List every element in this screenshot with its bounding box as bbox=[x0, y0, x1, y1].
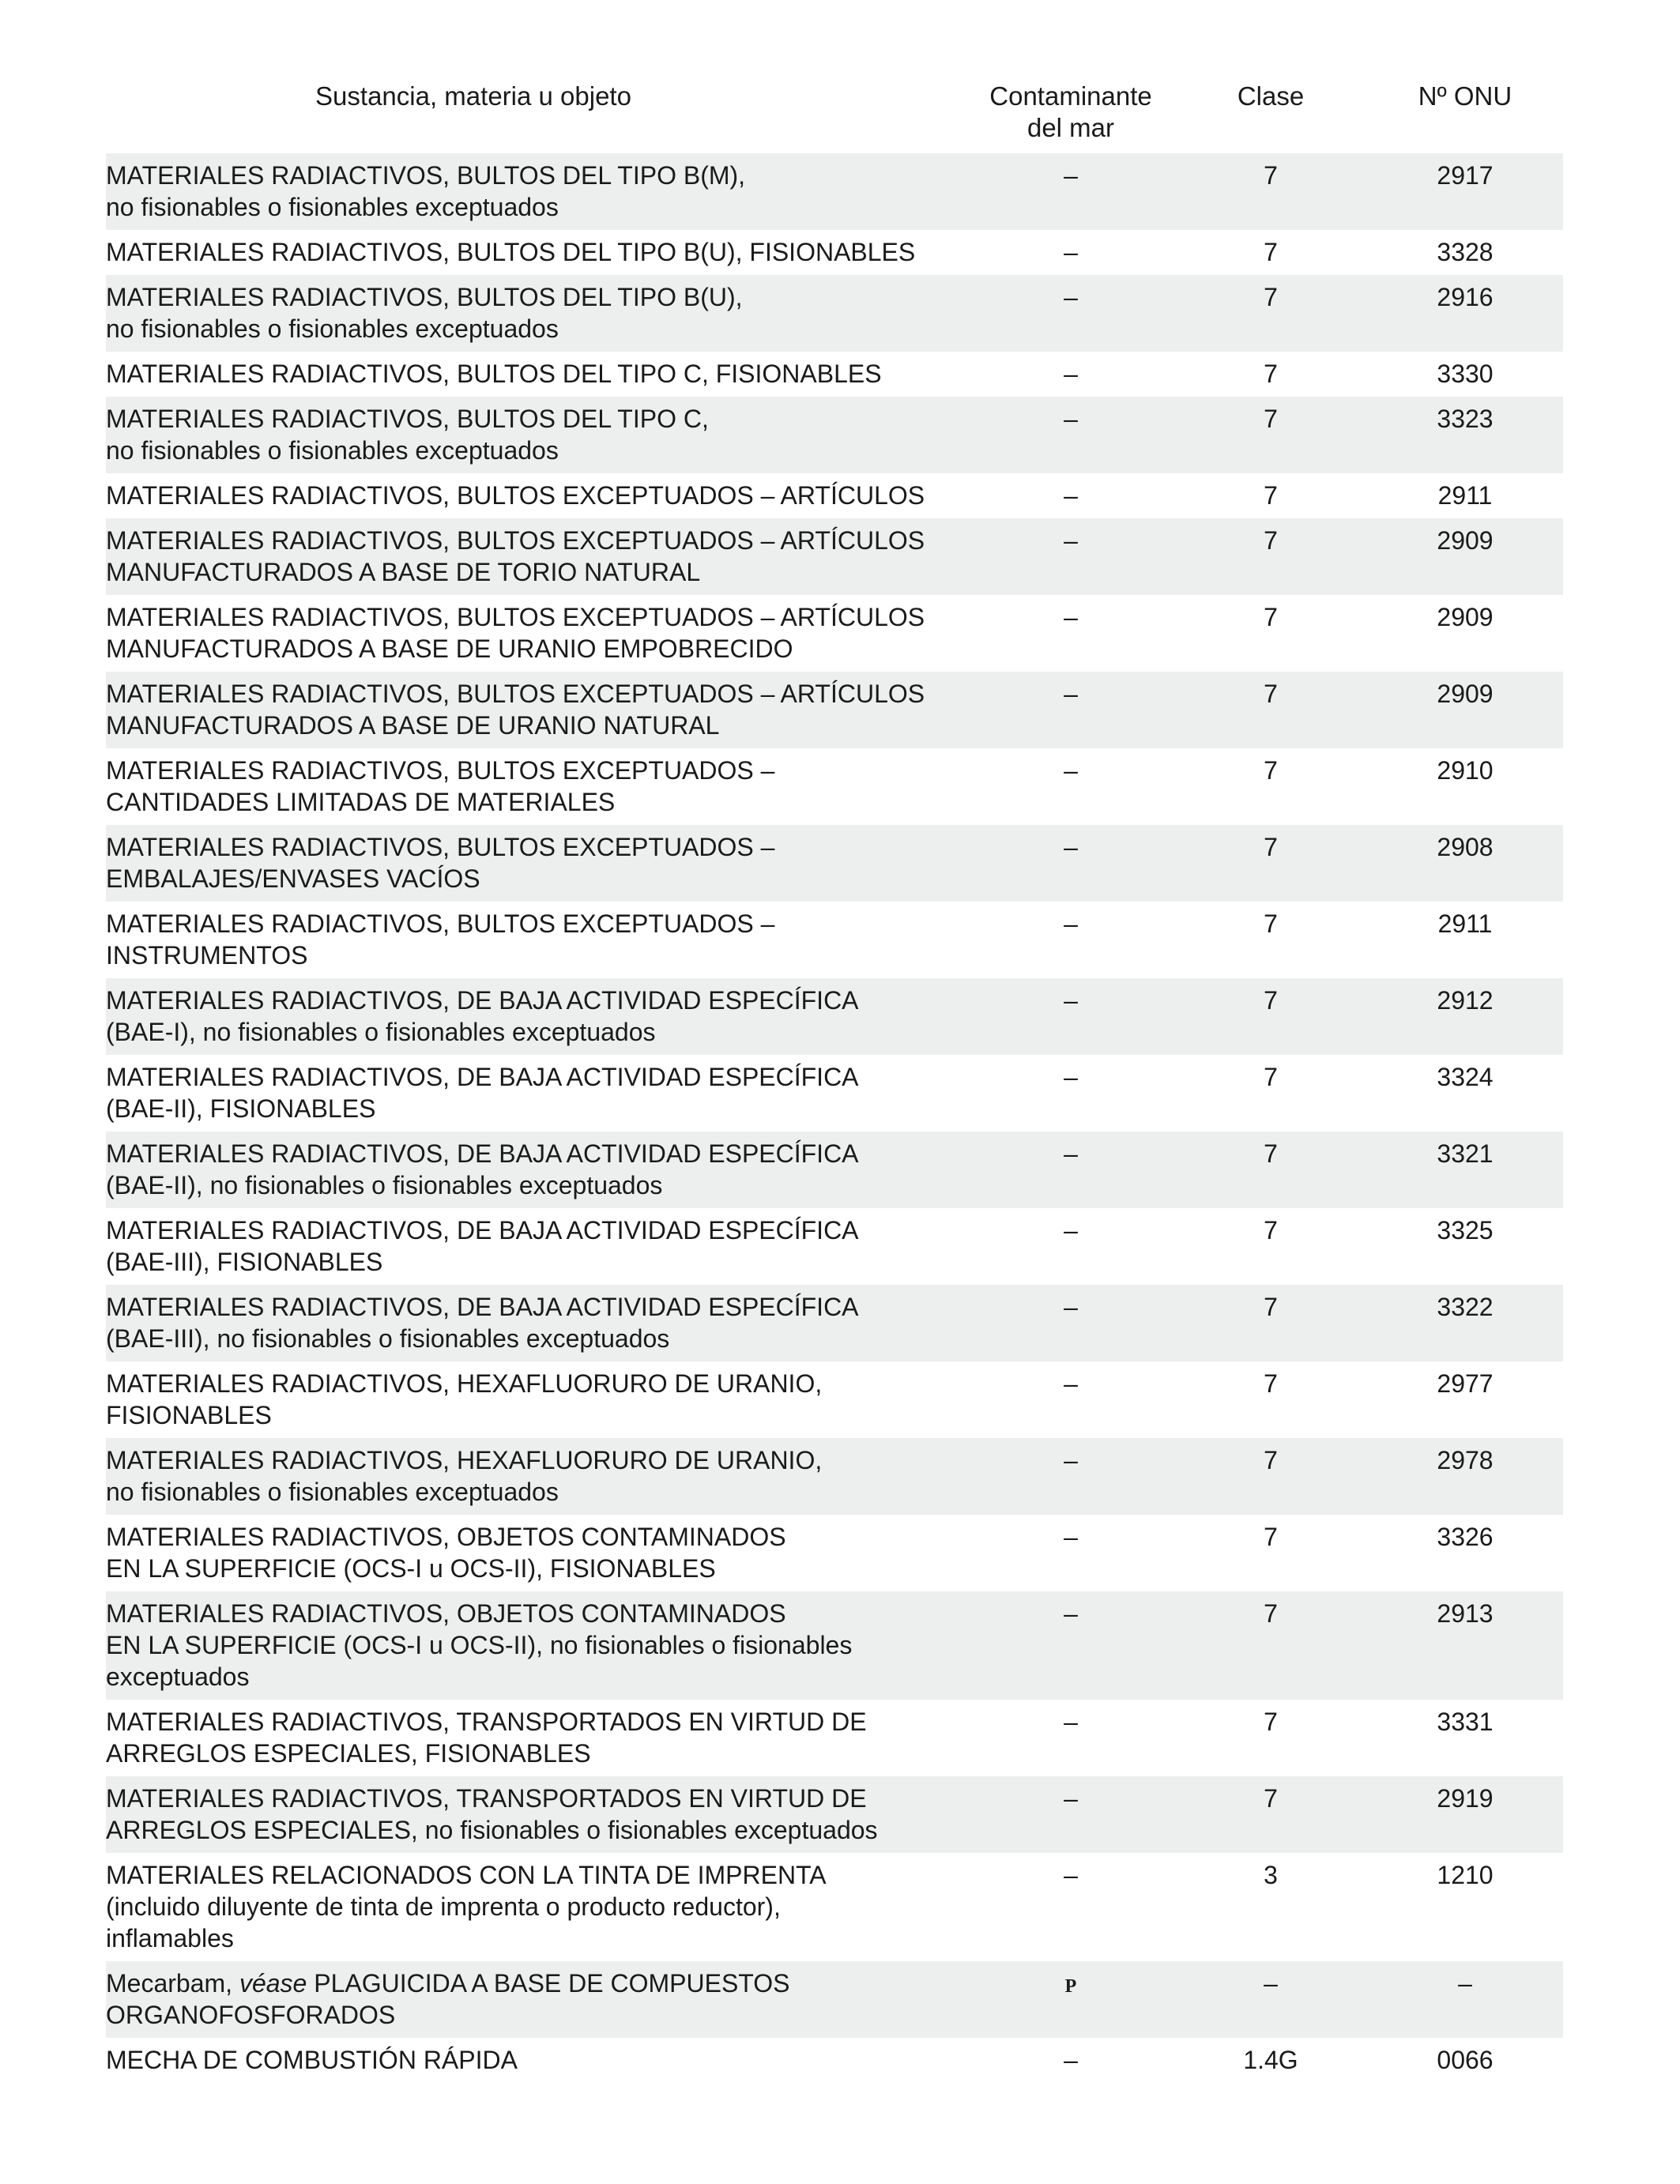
marine-pollutant-cell bbox=[967, 1055, 1174, 1132]
class-cell: 7 bbox=[1174, 825, 1367, 902]
marine-pollutant-value: – bbox=[1064, 405, 1078, 433]
un-number-cell: 2913 bbox=[1367, 1591, 1563, 1700]
un-number-cell: 2911 bbox=[1437, 909, 1493, 938]
marine-pollutant-value: – bbox=[1064, 161, 1078, 190]
substance-name: MATERIALES RADIACTIVOS, BULTOS EXCEPTUADOS – ARTÍCULOS MANUFACTURADOS A BASE DE URANIO NATURAL bbox=[106, 672, 967, 748]
marine-pollutant-value: – bbox=[1064, 1708, 1078, 1736]
substance-name: MATERIALES RADIACTIVOS, BULTOS DEL TIPO B(M), no fisionables o fisionables exceptuados bbox=[106, 153, 967, 230]
un-number-cell: – bbox=[1367, 1961, 1563, 2038]
table-row bbox=[106, 1208, 1563, 1285]
marine-pollutant-value: – bbox=[1064, 1446, 1078, 1474]
class-cell: 7 bbox=[1174, 672, 1367, 748]
class-cell: 7 bbox=[1174, 275, 1367, 352]
un-number-cell: 1210 bbox=[1437, 1861, 1494, 1889]
marine-pollutant-cell bbox=[967, 1132, 1174, 1208]
header-marine-pollutant: Contaminante del mar bbox=[989, 81, 1152, 142]
class-cell: 7 bbox=[1264, 1369, 1278, 1398]
table-row bbox=[106, 153, 1563, 230]
class-cell: 7 bbox=[1264, 756, 1278, 785]
un-number-cell: 3321 bbox=[1367, 1132, 1563, 1208]
un-number-cell: 3330 bbox=[1437, 360, 1494, 388]
substance-name: MATERIALES RADIACTIVOS, BULTOS EXCEPTUADOS – EMBALAJES/ENVASES VACÍOS bbox=[106, 825, 967, 902]
marine-pollutant-value: – bbox=[1064, 1216, 1078, 1245]
marine-pollutant-cell bbox=[967, 1515, 1174, 1591]
substance-name: MATERIALES RADIACTIVOS, DE BAJA ACTIVIDAD ESPECÍFICA (BAE-III), no fisionables o fisionables exceptuados bbox=[106, 1285, 967, 1361]
marine-pollutant-value: – bbox=[1064, 1861, 1078, 1889]
class-cell: 7 bbox=[1264, 481, 1278, 510]
class-cell: 7 bbox=[1174, 1285, 1367, 1361]
un-number-cell: 2912 bbox=[1367, 978, 1563, 1055]
class-cell: 7 bbox=[1264, 360, 1278, 388]
substance-name: MATERIALES RADIACTIVOS, DE BAJA ACTIVIDAD ESPECÍFICA (BAE-III), FISIONABLES bbox=[106, 1216, 859, 1276]
table-row bbox=[106, 1515, 1563, 1591]
class-cell: 7 bbox=[1174, 1776, 1367, 1853]
marine-pollutant-cell bbox=[967, 1361, 1174, 1438]
class-cell: 7 bbox=[1174, 1438, 1367, 1515]
substance-name: MATERIALES RADIACTIVOS, BULTOS EXCEPTUADOS – ARTÍCULOS bbox=[106, 481, 925, 510]
marine-pollutant-cell bbox=[967, 1208, 1174, 1285]
substance-name: MATERIALES RADIACTIVOS, BULTOS EXCEPTUADOS – ARTÍCULOS MANUFACTURADOS A BASE DE URANIO EMPOBRECIDO bbox=[106, 603, 925, 663]
table-row bbox=[106, 473, 1563, 518]
marine-pollutant-cell bbox=[967, 672, 1174, 748]
table-row bbox=[106, 1776, 1563, 1853]
marine-pollutant-cell bbox=[967, 1285, 1174, 1361]
table-row bbox=[106, 1055, 1563, 1132]
header-substance: Sustancia, materia u objeto bbox=[315, 81, 631, 111]
marine-pollutant-value: – bbox=[1064, 1063, 1078, 1091]
marine-pollutant-value: – bbox=[1064, 526, 1078, 555]
class-cell: 7 bbox=[1174, 1591, 1367, 1700]
marine-pollutant-cell bbox=[967, 153, 1174, 230]
marine-pollutant-cell bbox=[967, 595, 1174, 672]
marine-pollutant-cell bbox=[967, 1961, 1174, 2038]
class-cell: 7 bbox=[1264, 603, 1278, 631]
substance-name: MATERIALES RADIACTIVOS, DE BAJA ACTIVIDAD ESPECÍFICA (BAE-II), no fisionables o fisionables exceptuados bbox=[106, 1132, 967, 1208]
class-cell: 1.4G bbox=[1243, 2046, 1298, 2074]
substance-name: MATERIALES RADIACTIVOS, HEXAFLUORURO DE URANIO, no fisionables o fisionables exceptuados bbox=[106, 1438, 967, 1515]
class-cell: 7 bbox=[1264, 1216, 1278, 1245]
substance-name: MATERIALES RADIACTIVOS, OBJETOS CONTAMINADOS EN LA SUPERFICIE (OCS-I u OCS-II), FISIONABLES bbox=[106, 1523, 786, 1583]
marine-pollutant-cell bbox=[967, 1853, 1174, 1961]
marine-pollutant-cell bbox=[967, 473, 1174, 518]
marine-pollutant-value: – bbox=[1064, 1523, 1078, 1551]
marine-pollutant-value: – bbox=[1064, 1369, 1078, 1398]
un-number-cell: 2909 bbox=[1367, 672, 1563, 748]
class-cell: 7 bbox=[1264, 909, 1278, 938]
un-number-cell: 3326 bbox=[1437, 1523, 1494, 1551]
marine-pollutant-value: – bbox=[1064, 1293, 1078, 1321]
un-number-cell: 2909 bbox=[1437, 603, 1494, 631]
marine-pollutant-value: – bbox=[1064, 238, 1078, 266]
class-cell: 7 bbox=[1174, 397, 1367, 473]
un-number-cell: 2910 bbox=[1437, 756, 1494, 785]
marine-pollutant-cell bbox=[967, 1438, 1174, 1515]
table-row bbox=[106, 1132, 1563, 1208]
table-row bbox=[106, 275, 1563, 352]
substance-name: MATERIALES RADIACTIVOS, BULTOS EXCEPTUADOS – CANTIDADES LIMITADAS DE MATERIALES bbox=[106, 756, 775, 816]
table-row bbox=[106, 397, 1563, 473]
substance-name: MATERIALES RADIACTIVOS, DE BAJA ACTIVIDAD ESPECÍFICA (BAE-I), no fisionables o fisionables exceptuados bbox=[106, 978, 967, 1055]
substance-name: MATERIALES RADIACTIVOS, BULTOS EXCEPTUADOS – ARTÍCULOS MANUFACTURADOS A BASE DE TORIO NATURAL bbox=[106, 518, 967, 595]
un-number-cell: 3322 bbox=[1367, 1285, 1563, 1361]
un-number-cell: 2977 bbox=[1437, 1369, 1494, 1398]
table-row bbox=[106, 748, 1563, 825]
substance-name: MATERIALES RELACIONADOS CON LA TINTA DE IMPRENTA (incluido diluyente de tinta de imprenta o producto reductor), inflamables bbox=[106, 1861, 827, 1952]
class-cell: 7 bbox=[1264, 238, 1278, 266]
marine-pollutant-value: – bbox=[1064, 1139, 1078, 1168]
substance-name: MATERIALES RADIACTIVOS, BULTOS DEL TIPO B(U), no fisionables o fisionables exceptuados bbox=[106, 275, 967, 352]
un-number-cell: 3324 bbox=[1437, 1063, 1494, 1091]
marine-pollutant-cell bbox=[967, 1700, 1174, 1776]
table-row bbox=[106, 1700, 1563, 1776]
un-number-cell: 0066 bbox=[1437, 2046, 1494, 2074]
marine-pollutant-cell bbox=[967, 397, 1174, 473]
marine-pollutant-value: – bbox=[1064, 833, 1078, 861]
class-cell: 7 bbox=[1264, 1063, 1278, 1091]
table-row bbox=[106, 230, 1563, 275]
marine-pollutant-value: – bbox=[1064, 1784, 1078, 1813]
marine-pollutant-cell bbox=[967, 825, 1174, 902]
table-row bbox=[106, 978, 1563, 1055]
class-cell: 7 bbox=[1174, 1132, 1367, 1208]
substance-name: MATERIALES RADIACTIVOS, BULTOS DEL TIPO C, no fisionables o fisionables exceptuados bbox=[106, 397, 967, 473]
header-class: Clase bbox=[1237, 81, 1305, 111]
marine-pollutant-value: – bbox=[1064, 1599, 1078, 1628]
un-number-cell: 3325 bbox=[1437, 1216, 1494, 1245]
table-row bbox=[106, 595, 1563, 672]
un-number-cell: 2911 bbox=[1437, 481, 1493, 510]
marine-pollutant-cell bbox=[967, 1776, 1174, 1853]
table-body bbox=[106, 153, 1563, 2083]
marine-pollutant-cell bbox=[967, 352, 1174, 397]
marine-pollutant-value: – bbox=[1064, 756, 1078, 785]
marine-pollutant-value: – bbox=[1064, 603, 1078, 631]
table-row bbox=[106, 518, 1563, 595]
table-row bbox=[106, 1961, 1563, 2038]
un-number-cell: 2916 bbox=[1367, 275, 1563, 352]
table-row bbox=[106, 1361, 1563, 1438]
marine-pollutant-value: – bbox=[1064, 481, 1078, 510]
see-reference: véase bbox=[239, 1969, 307, 1998]
table-row bbox=[106, 2038, 1563, 2083]
table-row bbox=[106, 902, 1563, 978]
marine-pollutant-cell bbox=[967, 978, 1174, 1055]
dangerous-goods-index-page bbox=[106, 79, 1563, 2083]
marine-pollutant-cell bbox=[967, 748, 1174, 825]
table-row bbox=[106, 1285, 1563, 1361]
substance-name: MATERIALES RADIACTIVOS, BULTOS EXCEPTUADOS – INSTRUMENTOS bbox=[106, 909, 775, 970]
substance-name-reference: PLAGUICIDA A BASE DE COMPUESTOS ORGANOFOSFORADOS bbox=[106, 1969, 790, 2029]
substance-name: MATERIALES RADIACTIVOS, DE BAJA ACTIVIDAD ESPECÍFICA (BAE-II), FISIONABLES bbox=[106, 1063, 859, 1123]
class-cell: 7 bbox=[1264, 1708, 1278, 1736]
table-header bbox=[106, 79, 1563, 153]
header-un-number: Nº ONU bbox=[1418, 81, 1512, 111]
class-cell: 3 bbox=[1264, 1861, 1278, 1889]
un-number-cell: 2908 bbox=[1367, 825, 1563, 902]
substance-name-prefix: Mecarbam, bbox=[106, 1969, 239, 1998]
substance-name: MATERIALES RADIACTIVOS, TRANSPORTADOS EN VIRTUD DE ARREGLOS ESPECIALES, FISIONABLES bbox=[106, 1708, 867, 1768]
un-number-cell: 2978 bbox=[1367, 1438, 1563, 1515]
marine-pollutant-value: – bbox=[1064, 2046, 1078, 2074]
marine-pollutant-value: – bbox=[1064, 909, 1078, 938]
table-row bbox=[106, 1591, 1563, 1700]
substance-name bbox=[106, 1961, 967, 2038]
un-number-cell: 2909 bbox=[1367, 518, 1563, 595]
substance-name: MATERIALES RADIACTIVOS, OBJETOS CONTAMINADOS EN LA SUPERFICIE (OCS-I u OCS-II), no fisionables o fisionables exceptuados bbox=[106, 1591, 967, 1700]
un-number-cell: 2919 bbox=[1367, 1776, 1563, 1853]
substance-name: MECHA DE COMBUSTIÓN RÁPIDA bbox=[106, 2046, 518, 2074]
marine-pollutant-cell bbox=[967, 1591, 1174, 1700]
marine-pollutant-cell bbox=[967, 230, 1174, 275]
table-row bbox=[106, 1853, 1563, 1961]
table-row bbox=[106, 1438, 1563, 1515]
substance-name: MATERIALES RADIACTIVOS, BULTOS DEL TIPO B(U), FISIONABLES bbox=[106, 238, 916, 266]
marine-pollutant-mark: P bbox=[1064, 1976, 1077, 1997]
un-number-cell: 3328 bbox=[1437, 238, 1494, 266]
marine-pollutant-value: – bbox=[1064, 680, 1078, 708]
class-cell: 7 bbox=[1174, 518, 1367, 595]
un-number-cell: 3331 bbox=[1437, 1708, 1494, 1736]
table-row bbox=[106, 352, 1563, 397]
substance-name: MATERIALES RADIACTIVOS, HEXAFLUORURO DE URANIO, FISIONABLES bbox=[106, 1369, 823, 1429]
marine-pollutant-cell bbox=[967, 275, 1174, 352]
table-row bbox=[106, 825, 1563, 902]
marine-pollutant-value: – bbox=[1064, 360, 1078, 388]
class-cell: 7 bbox=[1174, 978, 1367, 1055]
substance-name: MATERIALES RADIACTIVOS, BULTOS DEL TIPO C, FISIONABLES bbox=[106, 360, 882, 388]
substance-name: MATERIALES RADIACTIVOS, TRANSPORTADOS EN VIRTUD DE ARREGLOS ESPECIALES, no fisionables o fisionables exceptuados bbox=[106, 1776, 967, 1853]
table-row bbox=[106, 672, 1563, 748]
class-cell: 7 bbox=[1174, 153, 1367, 230]
marine-pollutant-cell bbox=[967, 902, 1174, 978]
marine-pollutant-cell bbox=[967, 518, 1174, 595]
substance-table bbox=[106, 79, 1563, 2083]
un-number-cell: 3323 bbox=[1367, 397, 1563, 473]
class-cell: 7 bbox=[1264, 1523, 1278, 1551]
class-cell: – bbox=[1174, 1961, 1367, 2038]
marine-pollutant-value: – bbox=[1064, 986, 1078, 1015]
marine-pollutant-value: – bbox=[1064, 283, 1078, 311]
marine-pollutant-cell bbox=[967, 2038, 1174, 2083]
un-number-cell: 2917 bbox=[1367, 153, 1563, 230]
